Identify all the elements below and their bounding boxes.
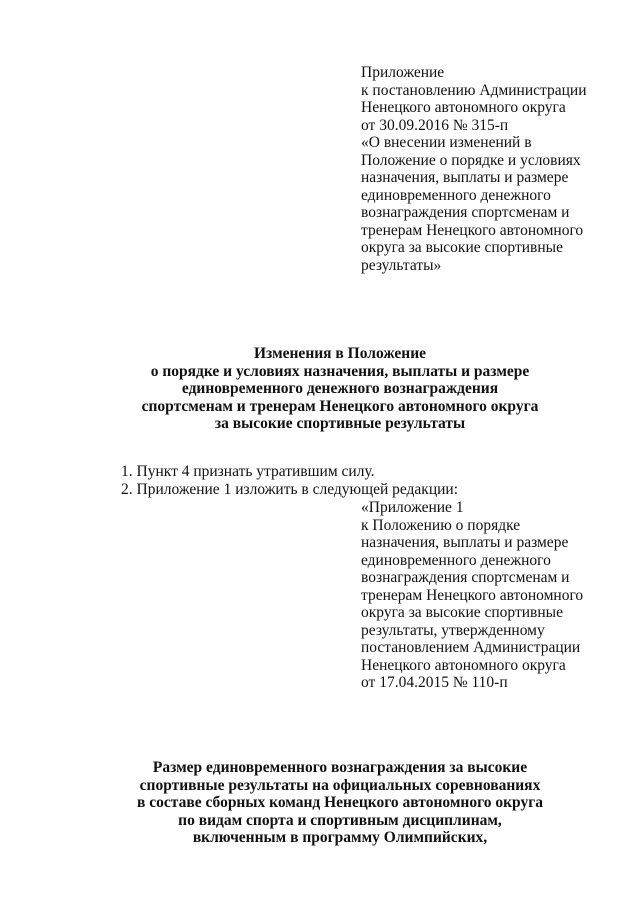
changes-title-line: за высокие спортивные результаты [214, 415, 466, 432]
annex-new-line: вознаграждения спортсменам и [361, 569, 570, 586]
annex-new-line: Ненецкого автономного округа [361, 656, 566, 674]
annex-header-line: Положение о порядке и условиях [361, 151, 581, 169]
changes-title-line: о порядке и условиях назначения, выплаты и размере [150, 362, 530, 380]
amount-title-line: включенным в программу Олимпийских, [192, 829, 488, 846]
annex-header-line: от 30.09.2016 № 315-п [361, 116, 509, 134]
annex-header-line: тренерам Ненецкого автономного [361, 221, 584, 239]
annex-header-line: «О внесении изменений в [361, 134, 532, 151]
changes-title-line: Изменения в Положение [254, 345, 426, 362]
annex-header-line: вознаграждения спортсменам и [361, 204, 570, 221]
annex-new-line: «Приложение 1 [361, 499, 464, 516]
annex-new-line: результаты, утвержденному [361, 621, 545, 639]
change-items-list [121, 463, 458, 498]
changes-title [60, 345, 620, 433]
annex-header-line: округа за высокие спортивные [361, 239, 563, 256]
amount-title-line: спортивные результаты на официальных соревнованиях [139, 776, 541, 794]
annex-new-line: назначения, выплаты и размере [361, 534, 569, 551]
annex-header-line: к постановлению Администрации [361, 81, 587, 99]
annex-new-line: к Положению о порядке [361, 516, 521, 534]
annex-header-line: результаты» [361, 256, 442, 274]
change-item: 1. Пункт 4 признать утратившим силу. [121, 463, 375, 480]
change-item: 2. Приложение 1 изложить в следующей редакции: [121, 480, 459, 498]
annex-header-line: единовременного денежного [361, 186, 551, 204]
annex-new-line: единовременного денежного [361, 551, 551, 569]
annex-header-line: Ненецкого автономного округа [361, 99, 566, 116]
annex-new-line: округа за высокие спортивные [361, 604, 563, 621]
amount-title [40, 759, 640, 847]
changes-title-line: спортсменам и тренерам Ненецкого автономного округа [141, 397, 539, 415]
annex-header-block [361, 64, 623, 274]
annex-new-line: тренерам Ненецкого автономного [361, 586, 584, 604]
changes-title-line: единовременного денежного вознаграждения [181, 380, 499, 397]
amount-title-line: в составе сборных команд Ненецкого автономного округа [137, 794, 543, 811]
annex-new-line: от 17.04.2015 № 110-п [361, 674, 508, 691]
annex-header-line: назначения, выплаты и размере [361, 169, 569, 186]
amount-title-line: по видам спорта и спортивным дисциплинам, [178, 811, 502, 829]
annex-header-line: Приложение [361, 64, 445, 81]
annex-new-block [361, 499, 623, 692]
annex-new-line: постановлением Администрации [361, 639, 581, 656]
amount-title-line: Размер единовременного вознаграждения за высокие [152, 759, 528, 776]
